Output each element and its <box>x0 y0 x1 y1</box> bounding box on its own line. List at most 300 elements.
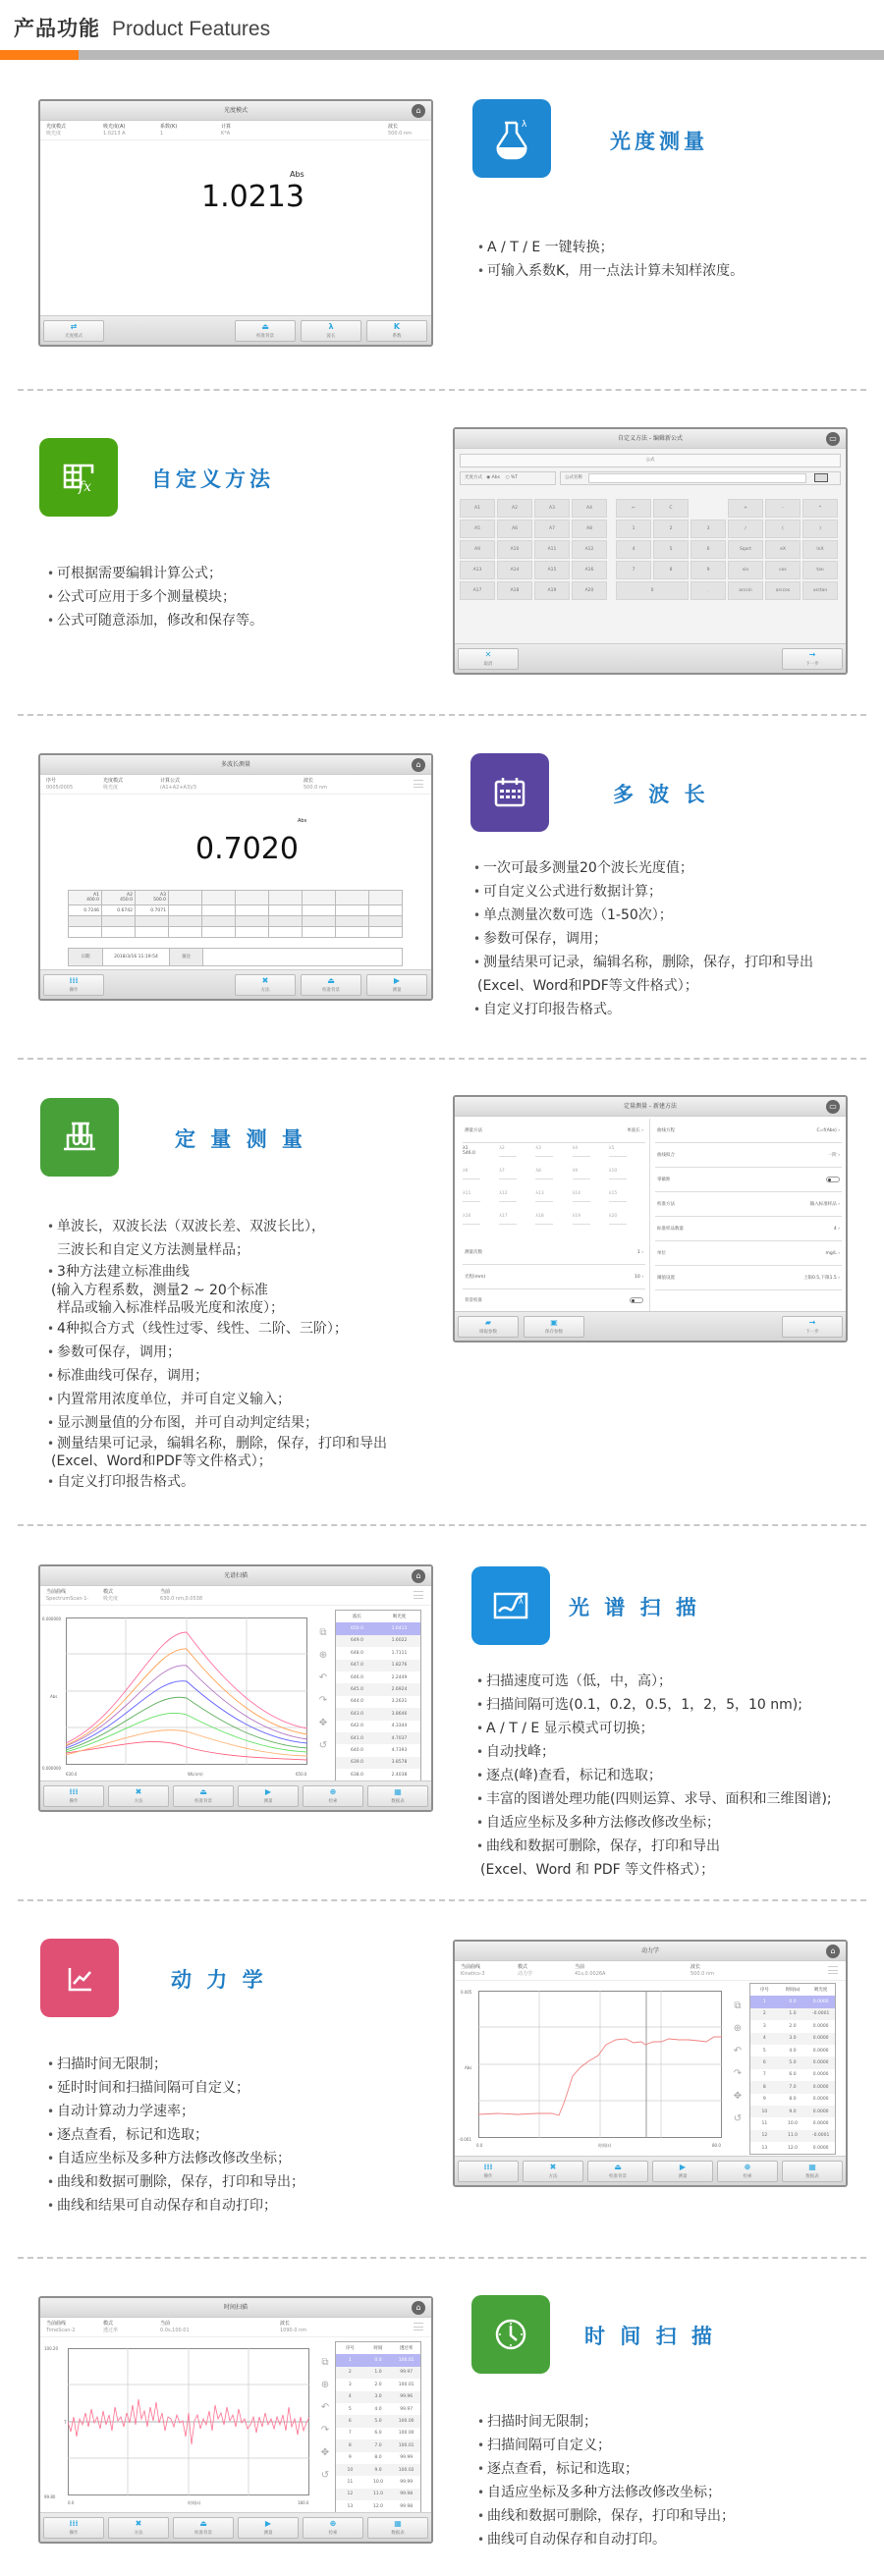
info-row <box>40 775 431 795</box>
table-button[interactable]: ▦ 数据表 <box>782 2161 843 2182</box>
variable-key[interactable]: A16 <box>572 561 607 579</box>
table-row[interactable]: 7 6.0 0.0000 <box>762 2072 829 2078</box>
table-row[interactable]: 5 4.0 0.0000 <box>762 2048 829 2054</box>
bullet: • A / T / E 显示模式可切换； <box>476 1717 832 1740</box>
wavelength-slot[interactable]: λ17 <box>499 1214 535 1232</box>
bullet: • 逐点查看，标记和选取； <box>47 2123 304 2147</box>
table-row[interactable]: 13 12.0 0.0000 <box>761 2145 829 2151</box>
play-icon: ▶ <box>393 976 401 985</box>
save-params-button[interactable]: ▣ 保存参数 <box>524 1316 584 1338</box>
field-path-length[interactable]: 光程(mm) 10 › <box>463 1265 645 1289</box>
wavelength-slot[interactable]: λ2 <box>499 1146 535 1164</box>
table-row[interactable]: 3 2.0 100.01 <box>348 2382 414 2387</box>
variable-key[interactable]: A12 <box>572 540 607 559</box>
table-row[interactable]: 648.0 1.7111 <box>351 1650 408 1656</box>
bullet: • 丰富的图谱处理功能(四则运算、求导、面积和三维图谱); <box>476 1787 832 1811</box>
operator-key[interactable]: * <box>802 499 838 518</box>
operator-key[interactable]: 9 <box>691 561 726 579</box>
reset-icon[interactable]: ↺ <box>318 1740 328 1751</box>
bullet: • 扫描间隔可选(0.1，0.2，0.5，1，2，5，10 nm); <box>476 1693 832 1717</box>
table-row[interactable]: 11 10.0 99.99 <box>347 2479 414 2485</box>
zero-intercept-toggle[interactable] <box>826 1177 840 1182</box>
table-fx-icon <box>39 438 118 517</box>
kinetics-chart <box>478 1991 722 2138</box>
menu-icon[interactable] <box>414 780 423 788</box>
screen-toolbar <box>455 2156 846 2185</box>
reset-icon[interactable]: ↺ <box>733 2113 743 2124</box>
variable-key[interactable]: A7 <box>534 520 570 538</box>
operator-key[interactable]: ) <box>802 520 838 538</box>
page-title <box>14 13 270 42</box>
feature-title: 自定义方法 <box>151 467 274 491</box>
pan-icon[interactable]: ✥ <box>733 2091 743 2102</box>
cancel-button[interactable]: ✕ 取消 <box>458 648 519 670</box>
play-button[interactable]: ▶ 测量 <box>238 1785 299 1807</box>
section-divider <box>18 1899 866 1901</box>
undo-icon[interactable]: ↶ <box>318 1672 328 1683</box>
operator-key[interactable]: - <box>765 499 801 518</box>
wavelength-slot[interactable]: λ6 <box>463 1169 499 1186</box>
bullet: (Excel、Word和PDF等文件格式）； <box>477 978 698 994</box>
svg-text:λ: λ <box>522 120 527 130</box>
table-row[interactable]: 10 9.0 0.0000 <box>750 2106 835 2117</box>
x-max-label: 180.0 <box>298 2500 309 2505</box>
wavelength-button[interactable]: λ 波长 <box>301 320 361 342</box>
screen-title: 自定义方法 - 编辑新公式 ▭ <box>455 429 846 449</box>
table-row[interactable]: 2 1.0 99.97 <box>336 2367 420 2379</box>
variable-key[interactable]: A2 <box>497 499 532 518</box>
table-row[interactable]: 2 1.0 -0.0001 <box>750 2008 835 2020</box>
operator-key[interactable]: C <box>653 499 689 518</box>
variable-key[interactable]: A5 <box>460 520 495 538</box>
table-header: 波长 吸光度 <box>336 1611 420 1622</box>
mode-button[interactable]: ⇄ 光度模式 <box>43 320 104 342</box>
bullet: • 自动找峰； <box>476 1740 832 1764</box>
header-rule <box>79 50 884 60</box>
operator-key[interactable]: arctan <box>802 581 838 600</box>
operator-key[interactable]: sin <box>728 561 763 579</box>
operator-key[interactable]: cos <box>765 561 801 579</box>
wavelength-slot[interactable]: λ9 <box>573 1169 609 1186</box>
table-row[interactable]: 641.0 4.7037 <box>336 1732 420 1744</box>
bullet: • 可输入系数K，用一点法计算未知样浓度。 <box>477 259 744 283</box>
search-button[interactable]: ⊕ 检索 <box>303 2517 363 2539</box>
spectrum-lambda-icon <box>471 1566 550 1645</box>
bullet: • 自定义打印报告格式。 <box>47 1470 387 1494</box>
info-abs: 吸光度(A) 1.0213 A <box>103 124 126 137</box>
operator-key[interactable]: ( <box>765 520 801 538</box>
header-accent-bar <box>0 50 79 60</box>
operator-key[interactable]: arcsin <box>728 581 763 600</box>
bullet: • 逐点(峰)查看，标记和选取； <box>476 1764 832 1787</box>
info-current: 当前 0.0s,100.01 <box>160 2321 190 2333</box>
radio-abs[interactable]: ◉ Abs <box>486 475 500 480</box>
field-curve-fit[interactable]: 曲线拟合 一阶 › <box>655 1143 842 1168</box>
bullet: • 公式可随意添加，修改和保存等。 <box>47 609 263 632</box>
variable-key[interactable]: A10 <box>497 540 532 559</box>
menu-icon[interactable] <box>828 1966 838 1974</box>
operator-key[interactable]: 2 <box>653 520 689 538</box>
feature-title: 光 谱 扫 描 <box>569 1596 700 1619</box>
variable-key[interactable]: A14 <box>497 561 532 579</box>
next-button[interactable]: → 下一步 <box>782 648 843 670</box>
reading-unit: Abs <box>298 818 307 824</box>
select-icon[interactable]: ⧉ <box>321 2357 329 2368</box>
bullet: 三波长和自定义方法测量样品； <box>57 1242 249 1258</box>
grid-button[interactable]: ⁞⁞⁞ 操作 <box>43 1785 104 1807</box>
operator-key[interactable]: arccos <box>765 581 801 600</box>
bullet: • 曲线和数据可删除，保存，打印和导出 <box>476 1835 832 1858</box>
baseline-button[interactable]: ⏏ 校准背景 <box>235 320 296 342</box>
bullet: 样品或输入标准样品吸光度和浓度）； <box>57 1300 284 1316</box>
timescan-chart <box>68 2348 309 2495</box>
zoom-in-icon[interactable]: ⊕ <box>318 1650 328 1661</box>
table-row[interactable]: 638.0 2.4038 <box>351 1772 408 1778</box>
operator-key[interactable]: 7 <box>616 561 651 579</box>
bullet: • 扫描时间无限制； <box>47 2053 304 2076</box>
bullet: • 参数可保存，调用； <box>473 927 813 951</box>
baseline-icon: ⏏ <box>199 2519 207 2528</box>
table-row[interactable]: 6 5.0 0.0000 <box>750 2056 835 2068</box>
home-icon[interactable]: ⌂ <box>412 1569 425 1583</box>
baseline-icon: ⏏ <box>614 2163 622 2171</box>
home-icon[interactable]: ⌂ <box>412 758 425 772</box>
back-icon[interactable]: ▭ <box>826 432 840 446</box>
info-wavelength: 波长 500.0 nm <box>388 124 412 137</box>
formula-name-input[interactable] <box>588 473 806 483</box>
y-min-label: -0.001 <box>459 2137 471 2142</box>
operator-key[interactable]: / <box>728 520 763 538</box>
test-tubes-icon <box>40 1098 119 1177</box>
baseline-button[interactable]: ⏏ 校准背景 <box>173 1785 234 1807</box>
wavelength-table: A1 400.0 A2 450.0 A3 500.0 0.7246 0.6742 0.7071 <box>68 890 403 938</box>
formula-display: 公式 <box>460 454 841 467</box>
section-divider <box>18 2257 866 2259</box>
grid-icon: ⁞⁞⁞ <box>483 2163 493 2171</box>
wavelength-slot[interactable]: λ3 <box>535 1146 572 1164</box>
background-toggle[interactable] <box>630 1297 643 1303</box>
zoom-in-icon[interactable]: ⊕ <box>733 2023 743 2034</box>
wavelength-slot[interactable]: λ14 <box>573 1191 609 1209</box>
table-button[interactable]: ▦ 数据表 <box>367 1785 428 1807</box>
variable-key[interactable]: A9 <box>460 540 495 559</box>
wavelength-slot[interactable]: λ16 <box>463 1214 499 1232</box>
coefficient-button[interactable]: K 系数 <box>366 320 427 342</box>
wavelength-slot[interactable]: λ13 <box>535 1191 572 1209</box>
table-row[interactable]: 649.0 1.6022 <box>336 1635 420 1647</box>
y-min-label: 99.80 <box>44 2494 56 2499</box>
screen-toolbar <box>40 969 431 999</box>
bullet: • 4种拟合方式（线性过零、线性、二阶、三阶）； <box>47 1317 387 1341</box>
search-icon: ⊕ <box>744 2163 751 2171</box>
info-current: 当前 41s,0.0026A <box>575 1964 606 1977</box>
screen-toolbar <box>455 643 846 673</box>
table-row[interactable]: 650.0 1.6413 <box>336 1622 420 1634</box>
table-row[interactable]: 8 7.0 100.01 <box>336 2439 420 2451</box>
grid-icon: ⁞⁞⁞ <box>69 2519 79 2528</box>
table-row[interactable]: 11 10.0 0.0000 <box>761 2120 829 2126</box>
info-mode: 模式 透过率 <box>103 2321 119 2333</box>
load-params-button[interactable]: ▰ 调取参数 <box>458 1316 519 1338</box>
operator-key[interactable]: Sqart <box>728 540 763 559</box>
screen-multi-wavelength <box>38 753 433 1001</box>
play-button[interactable]: ▶ 测量 <box>652 2161 713 2182</box>
screen-kinetics <box>453 1940 848 2187</box>
tools-button[interactable]: ✖ 方法 <box>108 1785 169 1807</box>
baseline-button[interactable]: ⏏ 校准背景 <box>301 974 361 996</box>
field-measure-method[interactable]: 测量方法 单波长 › <box>463 1119 645 1143</box>
table-row[interactable]: 640.0 4.7393 <box>351 1747 408 1753</box>
pan-icon[interactable]: ✥ <box>318 1718 328 1728</box>
field-measure-count[interactable]: 测量次数 1 › <box>463 1240 645 1265</box>
table-row[interactable]: 12 11.0 -0.0001 <box>750 2130 835 2142</box>
table-row[interactable]: 647.0 1.8276 <box>336 1660 420 1672</box>
wavelength-slot[interactable]: λ20 <box>609 1214 645 1232</box>
next-button[interactable]: → 下一步 <box>782 1316 843 1338</box>
info-row <box>40 121 431 140</box>
measure-button[interactable]: ▶ 测量 <box>366 974 427 996</box>
variable-key[interactable]: A8 <box>572 520 607 538</box>
pan-icon[interactable]: ✥ <box>320 2447 330 2458</box>
feature-bullets <box>47 562 263 632</box>
table-row[interactable]: 9 8.0 0.0000 <box>762 2097 829 2103</box>
table-row[interactable]: 4 3.0 0.0000 <box>750 2033 835 2045</box>
wavelength-slot[interactable]: λ19 <box>573 1214 609 1232</box>
table-row[interactable]: 9 8.0 99.99 <box>348 2455 414 2461</box>
variable-key[interactable]: A1 <box>460 499 495 518</box>
key-0[interactable]: 0 <box>616 581 689 600</box>
info-calc: 计算 K*A <box>221 124 232 137</box>
table-icon: ▦ <box>394 1787 402 1796</box>
redo-icon[interactable]: ↷ <box>733 2068 743 2079</box>
select-icon[interactable]: ⧉ <box>734 2001 742 2011</box>
chart-tools <box>315 1621 331 1757</box>
undo-icon[interactable]: ↶ <box>320 2402 330 2413</box>
y-min-label: 0.000000 <box>42 1766 62 1771</box>
x-min-label: 0.0 <box>68 2500 75 2505</box>
folder-icon: ▰ <box>484 1318 492 1327</box>
svg-text:λ: λ <box>519 1597 524 1606</box>
redo-icon[interactable]: ↷ <box>320 2425 330 2436</box>
screen-title: 光度模式 ⌂ <box>40 101 431 121</box>
wavelength-slot[interactable]: λ10 <box>609 1169 645 1186</box>
reading-value: 1.0213 <box>201 180 304 214</box>
bullet: (Excel、Word 和 PDF 等文件格式）； <box>480 1862 715 1878</box>
table-row[interactable]: 1 0.0 100.01 <box>336 2354 420 2366</box>
screen-title: 光谱扫描 ⌂ <box>40 1566 431 1586</box>
x-min-label: 630.0 <box>66 1772 78 1777</box>
screen-time-scan <box>38 2296 433 2544</box>
screen-quantitative <box>453 1095 848 1343</box>
tools-button[interactable]: ✖ 方法 <box>108 2517 169 2539</box>
wavelength-slot[interactable]: λ18 <box>535 1214 572 1232</box>
operator-key[interactable]: 5 <box>653 540 689 559</box>
variable-key[interactable]: A4 <box>572 499 607 518</box>
wavelength-slot[interactable]: λ11 <box>463 1191 499 1209</box>
bullet: • 曲线可自动保存和自动打印。 <box>477 2528 735 2551</box>
operator-key[interactable]: 6 <box>691 540 726 559</box>
table-row[interactable]: 13 12.0 99.98 <box>347 2503 414 2509</box>
play-icon: ▶ <box>264 2519 272 2528</box>
trend-chart-icon <box>40 1939 119 2017</box>
table-button[interactable]: ▦ 数据表 <box>367 2517 428 2539</box>
radio-t[interactable]: ○ %T <box>505 475 519 480</box>
spectrum-data-table <box>335 1610 421 1781</box>
field-unit[interactable]: 单位 mg/L › <box>655 1241 842 1266</box>
field-threshold[interactable]: 阈值设置 上限0.5,下限1.5 › <box>655 1266 842 1290</box>
field-calib-method[interactable]: 校准方法 输入标准样品 › <box>655 1192 842 1217</box>
reset-icon[interactable]: ↺ <box>320 2470 330 2481</box>
table-row[interactable]: 5 4.0 99.97 <box>348 2406 414 2412</box>
operator-key[interactable]: + <box>728 499 763 518</box>
info-curve: 当前曲线 SpectrumScan-1- <box>46 1589 89 1602</box>
wavelength-slot[interactable]: λ8 <box>535 1169 572 1186</box>
table-row[interactable]: 643.0 3.8646 <box>336 1708 420 1720</box>
x-min-label: 0.0 <box>476 2143 483 2148</box>
method-button[interactable]: ✖ 方法 <box>235 974 296 996</box>
play-button[interactable]: ▶ 测量 <box>238 2517 299 2539</box>
select-icon[interactable]: ⧉ <box>319 1627 327 1638</box>
operator-key[interactable]: 4 <box>616 540 651 559</box>
baseline-button[interactable]: ⏏ 校准背景 <box>587 2161 648 2182</box>
tools-icon: ✖ <box>549 2163 557 2171</box>
screen-toolbar <box>40 2512 431 2542</box>
title-en: Product Features <box>112 18 271 40</box>
variable-key[interactable]: A20 <box>572 581 607 600</box>
variable-key[interactable]: A11 <box>534 540 570 559</box>
operator-key[interactable]: lnX <box>802 540 838 559</box>
table-row[interactable]: 1 0.0 0.0000 <box>750 1996 835 2007</box>
undo-icon[interactable]: ↶ <box>733 2046 743 2056</box>
back-icon[interactable]: ▭ <box>826 1100 840 1114</box>
home-icon[interactable]: ⌂ <box>826 1945 840 1958</box>
screen-toolbar <box>40 1781 431 1810</box>
tools-icon: ✖ <box>135 2519 142 2528</box>
wavelength-slot[interactable]: λ12 <box>499 1191 535 1209</box>
operator-key[interactable]: tan <box>802 561 838 579</box>
note-field[interactable] <box>202 949 402 965</box>
feature-title: 动 力 学 <box>171 1968 267 1992</box>
operator-key[interactable]: eX <box>765 540 801 559</box>
table-row[interactable]: 7 6.0 100.00 <box>348 2431 414 2437</box>
menu-icon[interactable] <box>414 1591 423 1599</box>
calendar-grid-icon <box>470 753 549 832</box>
menu-icon[interactable] <box>414 2323 423 2330</box>
grid-button[interactable]: ⁞⁞⁞ 操作 <box>458 2161 519 2182</box>
table-row[interactable]: 642.0 4.3344 <box>351 1724 408 1729</box>
search-button[interactable]: ⊕ 检索 <box>717 2161 778 2182</box>
variable-key[interactable]: A15 <box>534 561 570 579</box>
bullet: • 延时时间和扫描间隔可自定义； <box>47 2076 304 2100</box>
field-standard-count[interactable]: 标准样品数量 4 › <box>655 1217 842 1241</box>
grid-button[interactable]: ⁞⁞⁞ 操作 <box>43 2517 104 2539</box>
close-icon: ✕ <box>484 650 492 659</box>
variable-key[interactable]: A6 <box>497 520 532 538</box>
home-icon[interactable]: ⌂ <box>412 104 425 118</box>
grid-icon: ⁞⁞⁞ <box>69 1787 79 1796</box>
feature-bullets <box>47 1215 387 1494</box>
info-curve: 当前曲线 Kinetics-3 <box>461 1964 485 1977</box>
tools-button[interactable]: ✖ 方法 <box>523 2161 583 2182</box>
wavelength-slot[interactable]: λ4 <box>573 1146 609 1164</box>
bullet: • 自适应坐标及多种方法修改修改坐标； <box>477 2481 735 2504</box>
bullet: • 单波长，双波长法（双波长差、双波长比）， <box>47 1215 387 1238</box>
info-index: 序号 0005/0005 <box>46 778 74 791</box>
arrow-right-icon: → <box>808 1318 816 1327</box>
operator-key[interactable]: 3 <box>691 520 726 538</box>
table-row[interactable]: 10 9.0 100.02 <box>336 2464 420 2476</box>
table-row[interactable]: 646.0 2.2449 <box>351 1674 408 1680</box>
table-row[interactable]: 8 7.0 0.0000 <box>750 2081 835 2093</box>
variable-key[interactable]: A18 <box>497 581 532 600</box>
wavelength-slot[interactable]: λ7 <box>499 1169 535 1186</box>
swap-icon: ⇄ <box>70 322 78 331</box>
screen-title: 多波长测量 ⌂ <box>40 755 431 775</box>
operator-key[interactable]: . <box>691 581 726 600</box>
baseline-icon: ⏏ <box>261 322 269 331</box>
reading-unit: Abs <box>290 170 304 179</box>
flask-lambda-icon <box>472 99 551 178</box>
variable-key[interactable]: A17 <box>460 581 495 600</box>
date-row: 日期 2018/3/16 11:19:54 备注 <box>68 948 403 966</box>
bullet: • 公式可应用于多个测量模块； <box>47 585 263 609</box>
operator-key[interactable]: 8 <box>653 561 689 579</box>
baseline-icon: ⏏ <box>199 1787 207 1796</box>
info-curve: 当前曲线 TimeScan-2 <box>46 2321 76 2333</box>
table-row[interactable]: 639.0 3.8578 <box>336 1757 420 1769</box>
search-button[interactable]: ⊕ 检索 <box>303 1785 363 1807</box>
bullet: • 自定义打印报告格式。 <box>473 998 813 1021</box>
baseline-button[interactable]: ⏏ 校准背景 <box>173 2517 234 2539</box>
section-divider <box>18 714 866 716</box>
grid-icon: ⁞⁞⁞ <box>69 976 79 985</box>
table-row[interactable]: 4 3.0 99.96 <box>336 2391 420 2403</box>
wavelength-slot[interactable]: λ1 546.0 <box>463 1146 475 1156</box>
operator-key[interactable]: ← <box>616 499 651 518</box>
column-divider <box>649 1119 650 1313</box>
wavelength-slot[interactable]: λ5 <box>609 1146 645 1164</box>
variable-key[interactable]: A13 <box>460 561 495 579</box>
kinetics-data-table <box>749 1983 836 2155</box>
keyboard-icon[interactable] <box>814 473 828 482</box>
bullet: • 逐点查看，标记和选取； <box>477 2457 735 2481</box>
operator-key[interactable]: 1 <box>616 520 651 538</box>
table-row[interactable]: 645.0 2.6924 <box>336 1683 420 1695</box>
y-max-label: 100.20 <box>44 2346 58 2351</box>
table-row[interactable]: 3 2.0 0.0000 <box>762 2023 829 2029</box>
zoom-in-icon[interactable]: ⊕ <box>320 2380 330 2390</box>
feature-bullets <box>476 1670 832 1882</box>
table-row[interactable]: 6 5.0 100.00 <box>336 2415 420 2427</box>
table-row[interactable]: 12 11.0 99.98 <box>336 2489 420 2500</box>
bullet: • 曲线和数据可删除，保存，打印和导出； <box>47 2170 304 2194</box>
section-divider <box>18 1524 866 1526</box>
operation-button[interactable]: ⁞⁞⁞ 操作 <box>43 974 104 996</box>
key-spacer <box>691 499 726 518</box>
variable-key[interactable]: A19 <box>534 581 570 600</box>
info-mode: 光度模式 吸光度 <box>103 778 124 791</box>
home-icon[interactable]: ⌂ <box>412 2301 425 2315</box>
table-row[interactable]: 644.0 3.2631 <box>351 1699 408 1705</box>
x-axis-label: WL(nm) <box>188 1772 203 1777</box>
redo-icon[interactable]: ↷ <box>318 1695 328 1706</box>
wavelength-slot[interactable]: λ15 <box>609 1191 645 1209</box>
baseline-icon: ⏏ <box>327 976 335 985</box>
feature-title: 时 间 扫 描 <box>584 2325 716 2348</box>
variable-key[interactable]: A3 <box>534 499 570 518</box>
bullet: • 显示测量值的分布图，并可自动判定结果； <box>47 1411 387 1435</box>
field-curve-equation[interactable]: 曲线方程 C=f(Abs) › <box>655 1119 842 1143</box>
